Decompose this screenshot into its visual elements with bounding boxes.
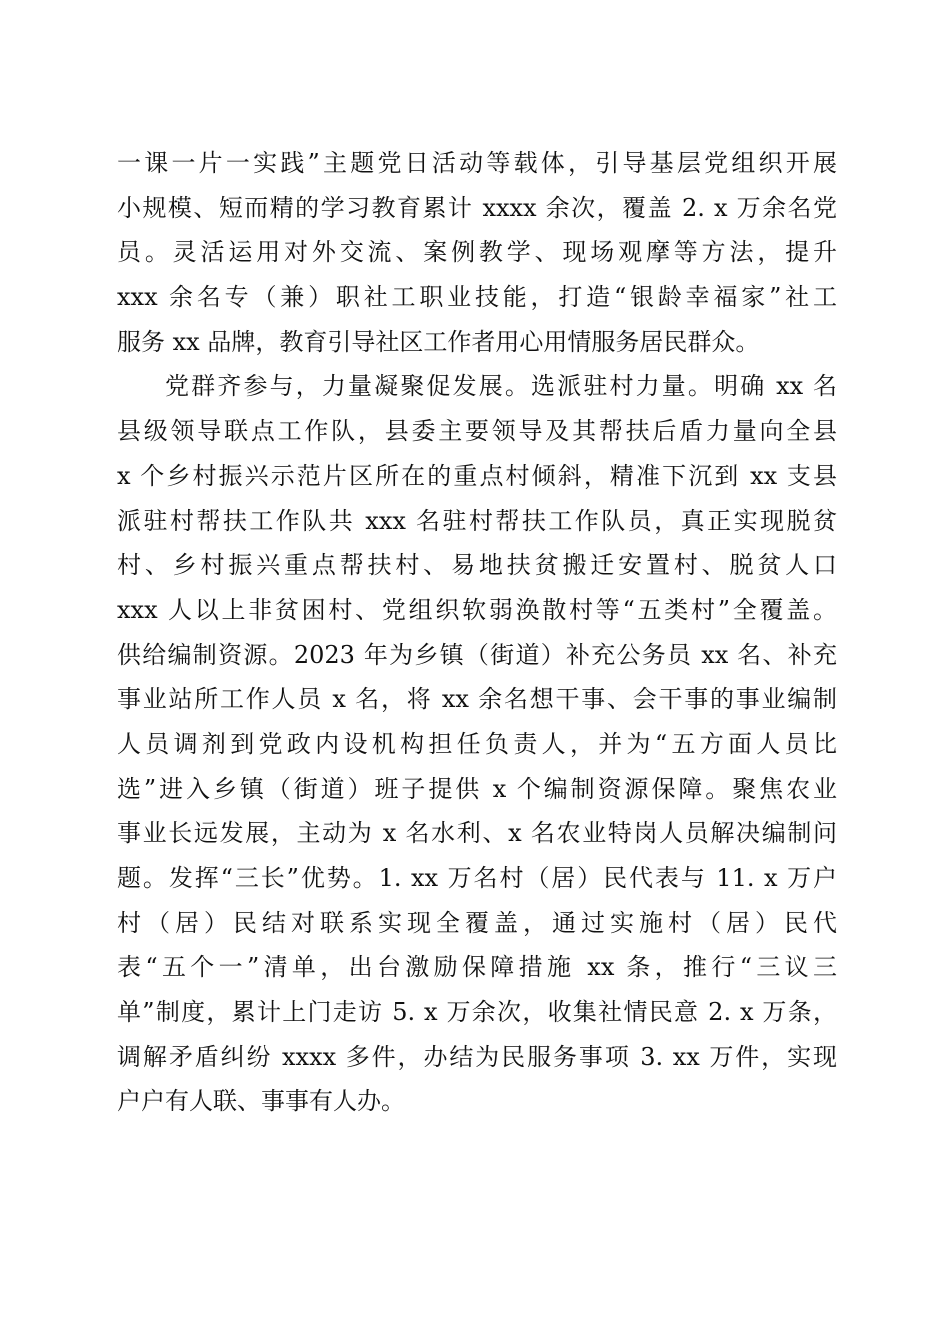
- text-line: 题。发挥“三长”优势。1. xx 万名村（居）民代表与 11. x 万户: [117, 864, 837, 892]
- text-line: 事业长远发展，主动为 x 名水利、x 名农业特岗人员解决编制问: [117, 819, 837, 848]
- text-line: 表“五个一”清单，出台激励保障措施 xx 条，推行“三议三: [117, 953, 837, 982]
- text-line: 选”进入乡镇（街道）班子提供 x 个编制资源保障。聚焦农业: [117, 774, 837, 803]
- text-line: 人员调剂到党政内设机构担任负责人，并为“五方面人员比: [117, 729, 837, 758]
- text-line: 一课一片一实践”主题党日活动等载体，引导基层党组织开展: [117, 149, 837, 177]
- text-line: 派驻村帮扶工作队共 xxx 名驻村帮扶工作队员，真正实现脱贫: [117, 506, 837, 535]
- text-line: 服务 xx 品牌，教育引导社区工作者用心用情服务居民群众。: [117, 327, 760, 356]
- text-line: 党群齐参与，力量凝聚促发展。选派驻村力量。明确 xx 名: [165, 372, 837, 401]
- text-line: 单”制度，累计上门走访 5. x 万余次，收集社情民意 2. x 万条，: [117, 998, 837, 1027]
- text-line: 县级领导联点工作队，县委主要领导及其帮扶后盾力量向全县: [117, 417, 837, 446]
- text-line: xxx 人以上非贫困村、党组织软弱涣散村等“五类村”全覆盖。: [117, 595, 837, 624]
- text-line: 小规模、短而精的学习教育累计 xxxx 余次，覆盖 2. x 万余名党: [117, 193, 837, 222]
- text-line: 户户有人联、事事有人办。: [117, 1087, 405, 1116]
- text-line: 村、乡村振兴重点帮扶村、易地扶贫搬迁安置村、脱贫人口: [117, 551, 837, 580]
- body-text: [117, 141, 837, 1124]
- text-line: 村（居）民结对联系实现全覆盖，通过实施村（居）民代: [117, 908, 837, 937]
- text-line: 事业站所工作人员 x 名，将 xx 余名想干事、会干事的事业编制: [117, 685, 837, 714]
- text-line: 供给编制资源。2023 年为乡镇（街道）补充公务员 xx 名、补充: [117, 640, 837, 669]
- text-line: 调解矛盾纠纷 xxxx 多件，办结为民服务事项 3. xx 万件，实现: [117, 1042, 837, 1071]
- text-line: x 个乡村振兴示范片区所在的重点村倾斜，精准下沉到 xx 支县: [117, 461, 837, 490]
- text-line: xxx 余名专（兼）职社工职业技能，打造“银龄幸福家”社工: [117, 283, 837, 312]
- paragraph-2: [117, 364, 837, 1124]
- text-line: 员。灵活运用对外交流、案例教学、现场观摩等方法，提升: [117, 238, 837, 267]
- paragraph-1: [117, 141, 837, 364]
